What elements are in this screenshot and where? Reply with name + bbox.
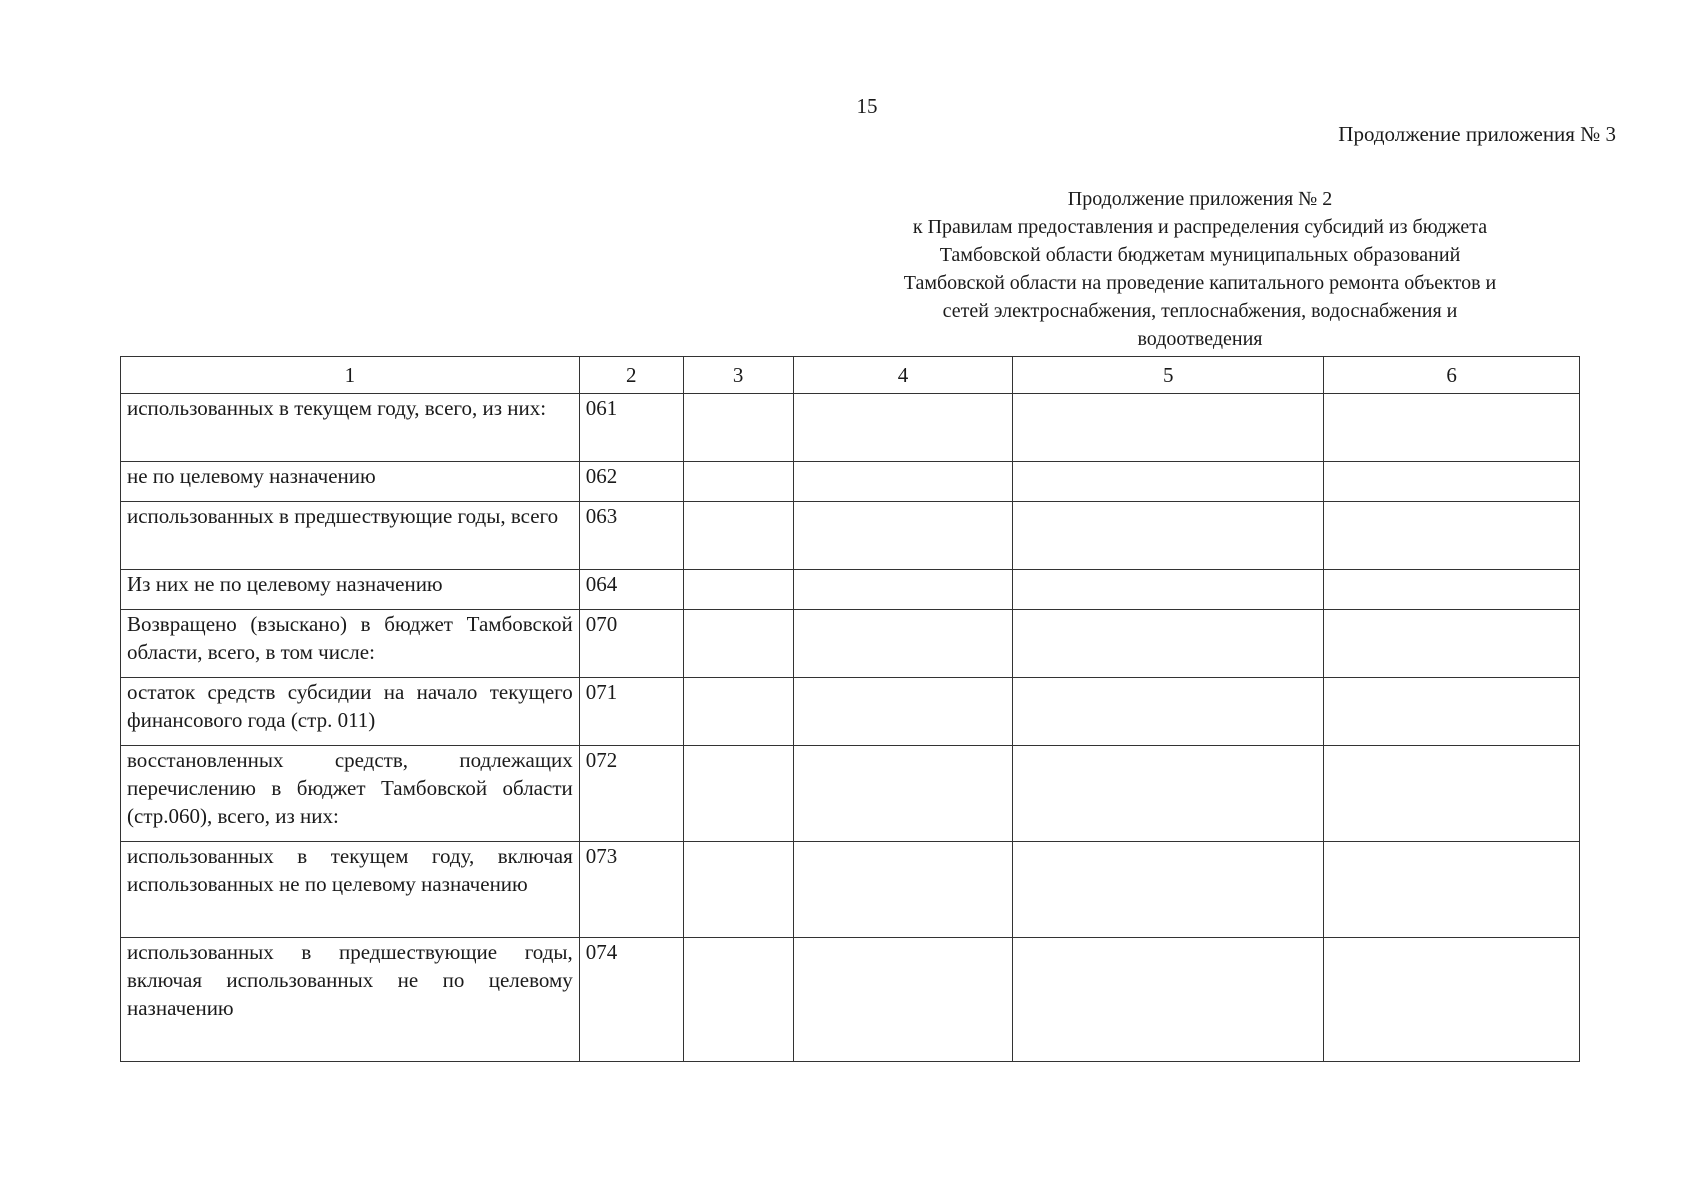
value-cell[interactable] — [793, 394, 1013, 462]
row-code: 062 — [579, 462, 683, 502]
value-cell[interactable] — [793, 502, 1013, 570]
row-label: Возвращено (взыскано) в бюджет Тамбовской области, всего, в том числе: — [121, 610, 580, 678]
appendix-2-line: сетей электроснабжения, теплоснабжения, водоснабжения и — [942, 300, 1458, 322]
value-cell[interactable] — [683, 746, 793, 842]
value-cell[interactable] — [683, 502, 793, 570]
value-cell[interactable] — [793, 842, 1013, 938]
value-cell[interactable] — [683, 938, 793, 1062]
column-header: 3 — [683, 357, 793, 394]
appendix-2-line: к Правилам предоставления и распределения субсидий из бюджета — [912, 216, 1488, 238]
value-cell[interactable] — [683, 842, 793, 938]
value-cell[interactable] — [1324, 678, 1580, 746]
value-cell[interactable] — [1013, 678, 1324, 746]
value-cell[interactable] — [1013, 462, 1324, 502]
report-table — [120, 356, 1580, 1062]
value-cell[interactable] — [1013, 570, 1324, 610]
row-code: 070 — [579, 610, 683, 678]
row-code: 063 — [579, 502, 683, 570]
value-cell[interactable] — [1013, 502, 1324, 570]
row-label: использованных в предшествующие годы, всего — [121, 502, 580, 570]
appendix-2-line: Тамбовской области бюджетам муниципальных образований — [939, 244, 1461, 266]
continuation-appendix-3: Продолжение приложения № 3 — [1338, 122, 1616, 146]
value-cell[interactable] — [683, 570, 793, 610]
column-header: 4 — [793, 357, 1013, 394]
row-label: использованных в текущем году, включая использованных не по целевому назначению — [121, 842, 580, 938]
column-header: 6 — [1324, 357, 1580, 394]
value-cell[interactable] — [1324, 610, 1580, 678]
value-cell[interactable] — [793, 938, 1013, 1062]
value-cell[interactable] — [683, 678, 793, 746]
column-header: 2 — [579, 357, 683, 394]
value-cell[interactable] — [1013, 394, 1324, 462]
value-cell[interactable] — [793, 610, 1013, 678]
value-cell[interactable] — [793, 678, 1013, 746]
table-row — [121, 502, 1580, 570]
value-cell[interactable] — [1013, 938, 1324, 1062]
value-cell[interactable] — [793, 462, 1013, 502]
value-cell[interactable] — [793, 746, 1013, 842]
table-row — [121, 462, 1580, 502]
value-cell[interactable] — [1324, 746, 1580, 842]
row-label: использованных в текущем году, всего, из них: — [121, 394, 580, 462]
value-cell[interactable] — [793, 570, 1013, 610]
appendix-2-line: Тамбовской области на проведение капитального ремонта объектов и — [903, 272, 1497, 294]
table-row — [121, 678, 1580, 746]
row-code: 064 — [579, 570, 683, 610]
appendix-2-heading — [840, 185, 1560, 353]
table-row — [121, 394, 1580, 462]
column-header: 1 — [121, 357, 580, 394]
value-cell[interactable] — [1013, 842, 1324, 938]
appendix-2-line: Продолжение приложения № 2 — [1067, 188, 1333, 210]
table-row — [121, 610, 1580, 678]
report-table-body — [121, 357, 1580, 1062]
value-cell[interactable] — [1324, 502, 1580, 570]
column-number-row — [121, 357, 1580, 394]
value-cell[interactable] — [1324, 938, 1580, 1062]
row-label: Из них не по целевому назначению — [121, 570, 580, 610]
row-label: использованных в предшествующие годы, включая использованных не по целевому назначению — [121, 938, 580, 1062]
row-label: восстановленных средств, подлежащих перечислению в бюджет Тамбовской области (стр.060), всего, из них: — [121, 746, 580, 842]
value-cell[interactable] — [1324, 842, 1580, 938]
row-code: 072 — [579, 746, 683, 842]
value-cell[interactable] — [1013, 746, 1324, 842]
value-cell[interactable] — [1324, 394, 1580, 462]
value-cell[interactable] — [1324, 462, 1580, 502]
row-label: остаток средств субсидии на начало текущего финансового года (стр. 011) — [121, 678, 580, 746]
page-number: 15 — [856, 94, 878, 118]
value-cell[interactable] — [683, 610, 793, 678]
column-header: 5 — [1013, 357, 1324, 394]
table-row — [121, 746, 1580, 842]
value-cell[interactable] — [1013, 610, 1324, 678]
appendix-2-line: водоотведения — [1137, 328, 1263, 350]
row-code: 074 — [579, 938, 683, 1062]
row-code: 073 — [579, 842, 683, 938]
table-row — [121, 570, 1580, 610]
value-cell[interactable] — [683, 394, 793, 462]
value-cell[interactable] — [1324, 570, 1580, 610]
value-cell[interactable] — [683, 462, 793, 502]
row-code: 071 — [579, 678, 683, 746]
row-label: не по целевому назначению — [121, 462, 580, 502]
table-row — [121, 938, 1580, 1062]
row-code: 061 — [579, 394, 683, 462]
table-row — [121, 842, 1580, 938]
